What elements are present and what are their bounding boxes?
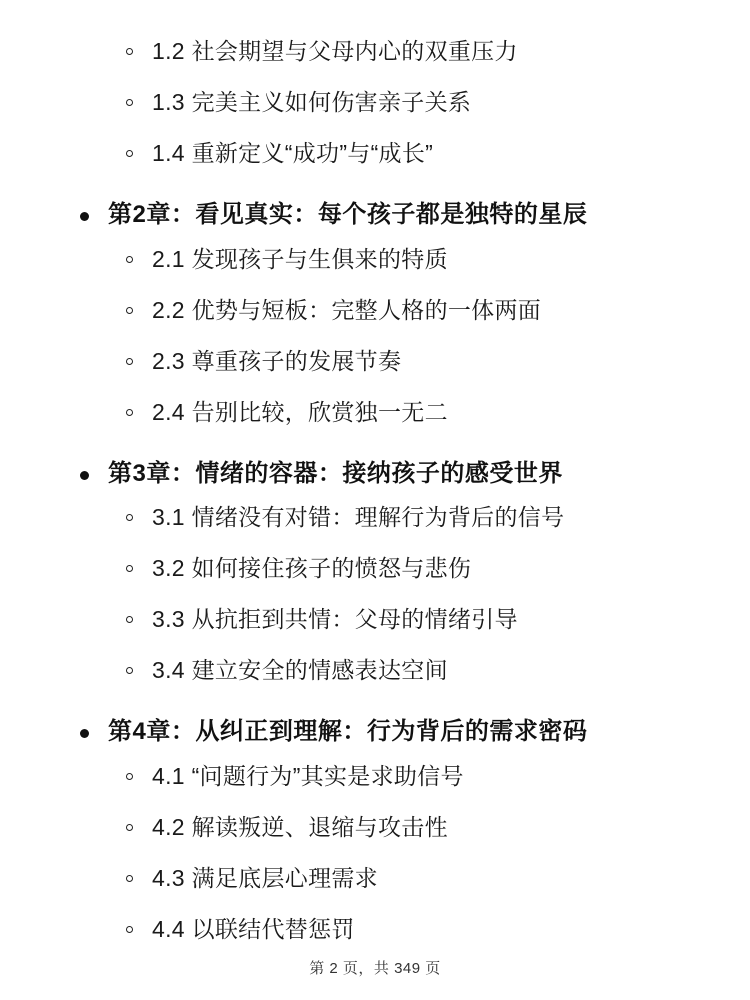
toc-section-entry[interactable]: 1.2 社会期望与父母内心的双重压力 bbox=[118, 36, 690, 67]
toc-section-entry[interactable]: 3.2 如何接住孩子的愤怒与悲伤 bbox=[118, 553, 690, 584]
toc-section-entry[interactable]: 4.2 解读叛逆、退缩与攻击性 bbox=[118, 812, 690, 843]
toc-chapter-entry[interactable]: 第3章：情绪的容器：接纳孩子的感受世界 bbox=[72, 458, 690, 490]
table-of-contents bbox=[60, 36, 690, 945]
toc-section-entry[interactable]: 4.3 满足底层心理需求 bbox=[118, 863, 690, 894]
toc-chapter-entry[interactable]: 第4章：从纠正到理解：行为背后的需求密码 bbox=[72, 716, 690, 748]
toc-section-entry[interactable]: 3.3 从抗拒到共情：父母的情绪引导 bbox=[118, 604, 690, 635]
toc-section-entry[interactable]: 1.3 完美主义如何伤害亲子关系 bbox=[118, 87, 690, 118]
toc-section-entry[interactable]: 3.4 建立安全的情感表达空间 bbox=[118, 655, 690, 686]
toc-chapter-entry[interactable]: 第2章：看见真实：每个孩子都是独特的星辰 bbox=[72, 199, 690, 231]
toc-section-entry[interactable]: 4.4 以联结代替惩罚 bbox=[118, 914, 690, 945]
toc-section-entry[interactable]: 2.2 优势与短板：完整人格的一体两面 bbox=[118, 295, 690, 326]
toc-section-entry[interactable]: 2.3 尊重孩子的发展节奏 bbox=[118, 346, 690, 377]
toc-section-entry[interactable]: 1.4 重新定义“成功”与“成长” bbox=[118, 138, 690, 169]
toc-section-entry[interactable]: 4.1 “问题行为”其实是求助信号 bbox=[118, 761, 690, 792]
toc-section-entry[interactable]: 2.1 发现孩子与生俱来的特质 bbox=[118, 244, 690, 275]
toc-section-entry[interactable]: 3.1 情绪没有对错：理解行为背后的信号 bbox=[118, 502, 690, 533]
page-footer: 第 2 页，共 349 页 bbox=[309, 960, 441, 977]
toc-section-entry[interactable]: 2.4 告别比较，欣赏独一无二 bbox=[118, 397, 690, 428]
